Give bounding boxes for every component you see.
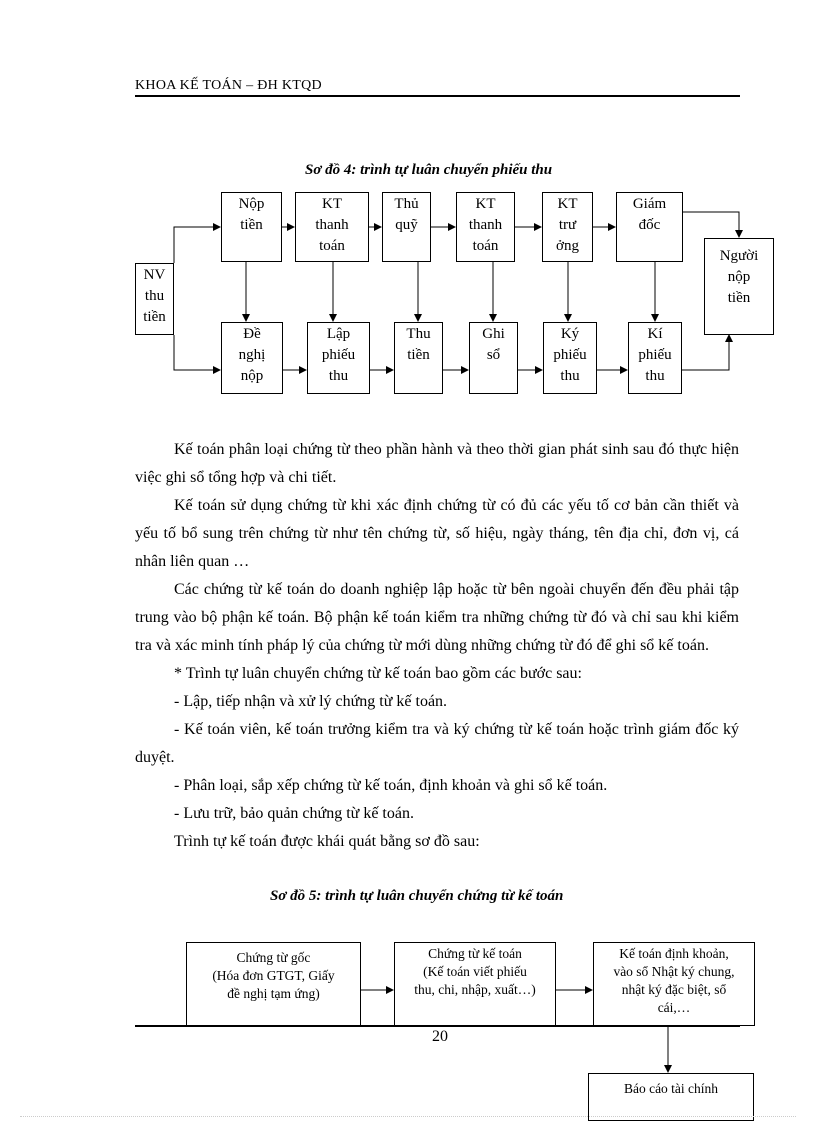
box-kt-thanh-toan-2: KT thanh toán bbox=[456, 192, 515, 262]
box-ke-toan-dinh-khoan: Kế toán định khoản, vào sổ Nhật ký chung, nhật ký đặc biệt, sổ cái,… bbox=[593, 942, 755, 1026]
box-chung-tu-ke-toan: Chứng từ kế toán (Kế toán viết phiếu thu, chi, nhập, xuất…) bbox=[394, 942, 556, 1026]
box-chung-tu-goc: Chứng từ gốc (Hóa đơn GTGT, Giấy đề nghị tạm ứng) bbox=[186, 942, 361, 1026]
box-lap-phieu-thu: Lập phiếu thu bbox=[307, 322, 370, 394]
diagram-4-title: Sơ đồ 4: trình tự luân chuyển phiếu thu bbox=[305, 162, 553, 178]
box-kt-truong: KT trư ởng bbox=[542, 192, 593, 262]
page-header: KHOA KẾ TOÁN – ĐH KTQD bbox=[135, 78, 322, 93]
box-bao-cao-tai-chinh: Báo cáo tài chính bbox=[588, 1073, 754, 1121]
paragraph: - Lập, tiếp nhận và xử lý chứng từ kế toán. bbox=[174, 693, 448, 710]
paragraph: * Trình tự luân chuyển chứng từ kế toán bao gồm các bước sau: bbox=[174, 665, 582, 682]
box-kt-thanh-toan-1: KT thanh toán bbox=[295, 192, 369, 262]
box-thu-tien: Thu tiền bbox=[394, 322, 443, 394]
box-ki-phieu-thu: Kí phiếu thu bbox=[628, 322, 682, 394]
box-ghi-so: Ghi sổ bbox=[469, 322, 518, 394]
body-text bbox=[135, 436, 739, 856]
paragraph: - Phân loại, sắp xếp chứng từ kế toán, định khoản và ghi sổ kế toán. bbox=[174, 777, 608, 794]
box-de-nghi-nop: Đề nghị nộp bbox=[221, 322, 283, 394]
page-edge-dotted-line bbox=[20, 1116, 796, 1117]
paragraph: Kế toán sử dụng chứng từ khi xác định chứng từ có đủ các yếu tố cơ bản cần thiết và yếu tố bổ sung trên chứng từ như tên chứng từ, số hiệu, ngày tháng, tên địa chỉ, đơn vị, cá nhân liên quan … bbox=[135, 497, 739, 570]
page-number: 20 bbox=[432, 1028, 448, 1045]
diagram-5-title: Sơ đồ 5: trình tự luân chuyển chứng từ kế toán bbox=[270, 888, 564, 904]
box-thu-quy: Thủ quỹ bbox=[382, 192, 431, 262]
paragraph: Trình tự kế toán được khái quát bằng sơ đồ sau: bbox=[174, 833, 480, 850]
paragraph: - Kế toán viên, kế toán trưởng kiểm tra và ký chứng từ kế toán hoặc trình giám đốc ký duyệt. bbox=[135, 721, 739, 766]
box-nv-thu-tien: NV thu tiền bbox=[135, 263, 174, 335]
footer-rule bbox=[135, 1025, 740, 1027]
box-nop-tien: Nộp tiền bbox=[221, 192, 282, 262]
paragraph: Các chứng từ kế toán do doanh nghiệp lập hoặc từ bên ngoài chuyển đến đều phải tập trung vào bộ phận kế toán. Bộ phận kế toán kiểm tra những chứng từ đó và chỉ sau khi kiểm tra và xác minh tính pháp lý của chứng từ mới dùng những chứng từ đó để ghi sổ kế toán. bbox=[135, 581, 739, 654]
paragraph: - Lưu trữ, bảo quản chứng từ kế toán. bbox=[174, 805, 414, 822]
box-giam-doc: Giám đốc bbox=[616, 192, 683, 262]
box-ky-phieu-thu: Ký phiếu thu bbox=[543, 322, 597, 394]
box-nguoi-nop-tien: Người nộp tiền bbox=[704, 238, 774, 335]
paragraph: Kế toán phân loại chứng từ theo phần hành và theo thời gian phát sinh sau đó thực hiện việc ghi sổ tổng hợp và chi tiết. bbox=[135, 441, 739, 486]
